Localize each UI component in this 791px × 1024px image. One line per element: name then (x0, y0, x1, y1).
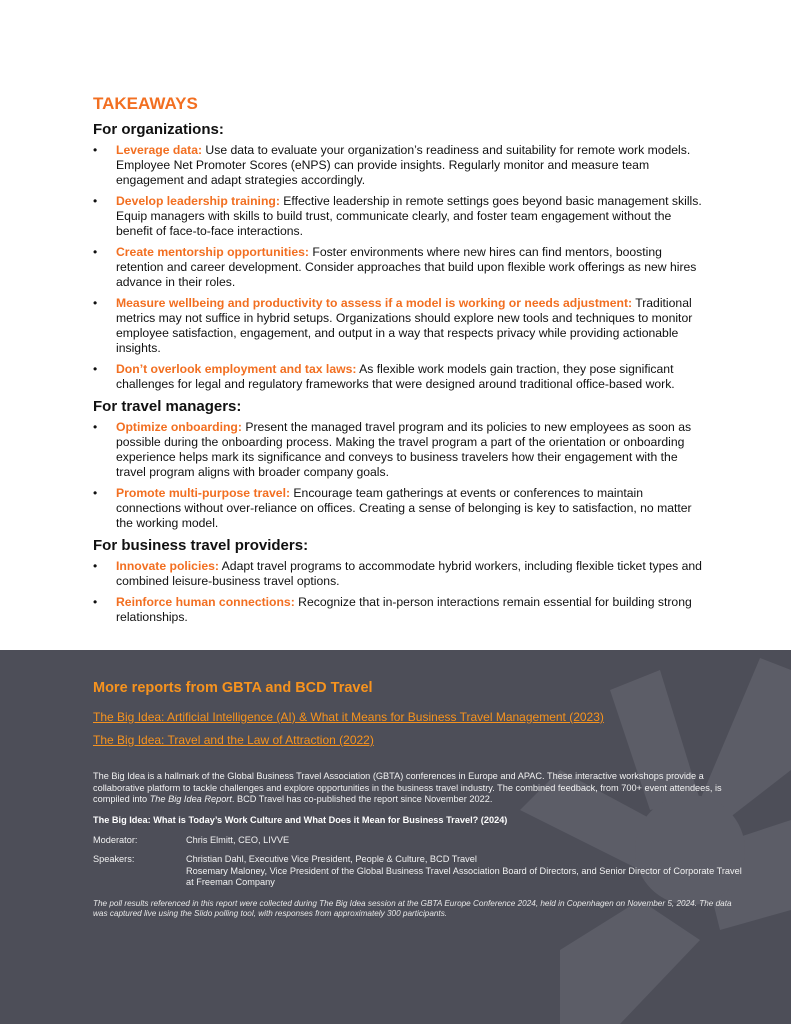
footer-content (93, 679, 743, 920)
list-item (93, 143, 703, 188)
item-text: Adapt travel programs to accommodate hybrid workers, including flexible ticket types and combined leisure-business travel options. (116, 559, 702, 588)
takeaways-section (93, 94, 703, 631)
report-link-law-of-attraction-2022[interactable]: The Big Idea: Travel and the Law of Attraction (2022) (93, 733, 374, 747)
travel-managers-list (93, 420, 703, 531)
moderator-row (93, 835, 743, 847)
item-lead: Promote multi-purpose travel: (116, 486, 291, 500)
speakers-row (93, 854, 743, 889)
footer-panel (0, 650, 791, 1024)
list-item (93, 420, 703, 480)
item-lead: Innovate policies: (116, 559, 219, 573)
moderator-value: Chris Elmitt, CEO, LIVVE (186, 835, 290, 846)
item-text: Encourage team gatherings at events or conferences to maintain connections without over-reliance on offices. Creating a sense of belonging is key to satisfaction, no matter the working model. (116, 486, 692, 530)
list-item (93, 362, 703, 392)
session-title: The Big Idea: What is Today’s Work Culture and What Does it Mean for Business Travel? (2024) (93, 815, 508, 826)
organizations-list (93, 143, 703, 392)
travel-providers-list (93, 559, 703, 625)
item-lead: Measure wellbeing and productivity to assess if a model is working or needs adjustment: (116, 296, 633, 310)
about-text-part2: . BCD Travel has co-published the report since November 2022. (231, 794, 493, 805)
section-heading-travel-managers: For travel managers: (93, 398, 242, 415)
item-lead: Optimize onboarding: (116, 420, 242, 434)
item-lead: Reinforce human connections: (116, 595, 295, 609)
about-big-idea (93, 771, 743, 806)
list-item (93, 486, 703, 531)
item-lead: Create mentorship opportunities: (116, 245, 309, 259)
item-text: Recognize that in-person interactions remain essential for building strong relationships. (116, 595, 692, 624)
item-lead: Don’t overlook employment and tax laws: (116, 362, 357, 376)
speakers-list (186, 854, 743, 889)
speaker-entry: Rosemary Maloney, Vice President of the Global Business Travel Association Board of Directors, and Senior Director of Corporate Travel at Freeman Company (186, 865, 742, 888)
item-text: Traditional metrics may not suffice in hybrid setups. Organizations should explore new tools and techniques to monitor employee satisfaction, engagement, and output in a way that respects privacy while providing actionable insights. (116, 296, 693, 355)
moderator-label: Moderator: (93, 835, 138, 846)
item-text: As flexible work models gain traction, they pose significant challenges for legal and regulatory frameworks that were designed around traditional office-based work. (116, 362, 675, 391)
list-item (93, 194, 703, 239)
list-item (93, 245, 703, 290)
item-lead: Develop leadership training: (116, 194, 280, 208)
list-item (93, 296, 703, 356)
item-text: Use data to evaluate your organization’s readiness and suitability for remote work models. Employee Net Promoter Scores (eNPS) can provide insights. Regularly monitor and measure team engagement and adapt strategies accordingly. (116, 143, 691, 187)
about-text-part1: The Big Idea is a hallmark of the Global Business Travel Association (GBTA) conferences in Europe and APAC. These interactive workshops provide a collaborative platform to tackle challenges and explore opportunities in the business travel industry. The combined feedback, from 700+ event attendees, is compiled into (93, 771, 722, 805)
speaker-entry: Christian Dahl, Executive Vice President, People & Culture, BCD Travel (186, 853, 477, 864)
speakers-label: Speakers: (93, 853, 135, 864)
more-reports-title: More reports from GBTA and BCD Travel (93, 680, 373, 696)
poll-note: The poll results referenced in this report were collected during The Big Idea session at the GBTA Europe Conference 2024, held in Copenhagen on November 5, 2024. The data was captured live using the Slido polling tool, with responses from approximately 300 participants. (93, 898, 732, 919)
list-item (93, 595, 703, 625)
item-text: Foster environments where new hires can find mentors, boosting retention and career development. Consider approaches that build upon flexible work offerings as new hires advance in their roles. (116, 245, 697, 289)
about-report-title: The Big Idea Report (149, 794, 232, 805)
item-text: Present the managed travel program and its policies to new employees as soon as possible during the onboarding process. Making the travel program a part of the orientation or onboarding experience helps mark its significance and conveys to business travelers how their engagement with the travel program aligns with broader company goals. (116, 420, 692, 479)
report-link-ai-2023[interactable]: The Big Idea: Artificial Intelligence (AI) & What it Means for Business Travel Management (2023) (93, 710, 604, 724)
section-heading-travel-providers: For business travel providers: (93, 537, 309, 554)
item-lead: Leverage data: (116, 143, 203, 157)
list-item (93, 559, 703, 589)
takeaways-title: TAKEAWAYS (93, 94, 198, 113)
section-heading-organizations: For organizations: (93, 121, 224, 138)
item-text: Effective leadership in remote settings goes beyond basic management skills. Equip managers with skills to build trust, communicate clearly, and foster team engagement without the benefit of face-to-face interactions. (116, 194, 702, 238)
report-links (93, 710, 743, 748)
